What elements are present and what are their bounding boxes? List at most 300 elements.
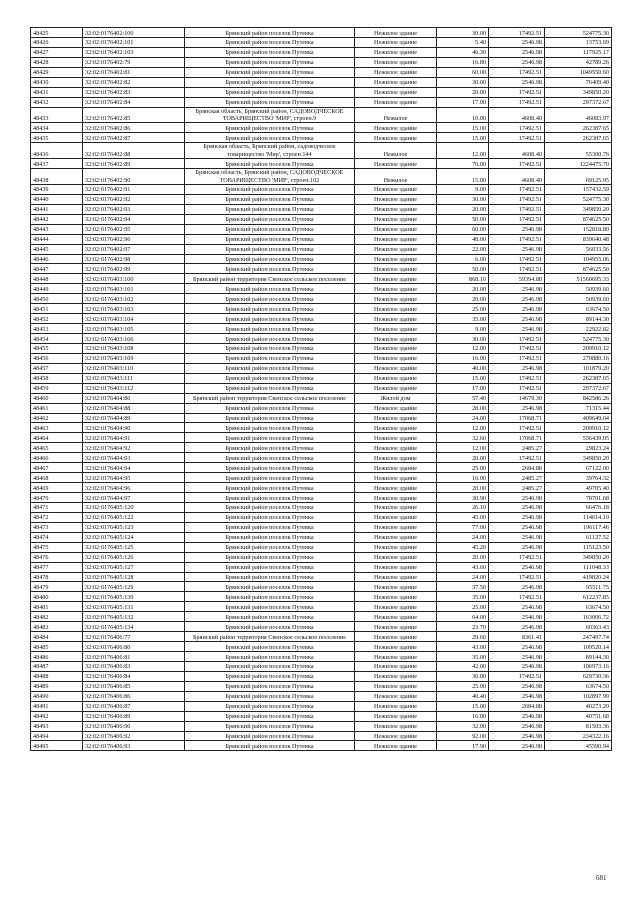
object-type-cell: Нежилое здание — [355, 681, 437, 691]
table-row — [31, 701, 612, 711]
specific-value-cell: 17492.51 — [489, 264, 545, 274]
cadastral-number-cell: 32:02:0176405:134 — [83, 622, 185, 632]
specific-value-cell: 8361.41 — [489, 632, 545, 642]
cadastral-number-cell: 32:02:0176403:106 — [83, 334, 185, 344]
cadastral-number-cell: 32:02:0176405:130 — [83, 592, 185, 602]
object-type-cell: Нежилое здание — [355, 473, 437, 483]
specific-value-cell: 17492.51 — [489, 234, 545, 244]
table-row — [31, 284, 612, 294]
area-cell: 25.00 — [437, 304, 489, 314]
cadastral-value-cell: 349850.20 — [545, 552, 612, 562]
table-row — [31, 403, 612, 413]
address-cell: Брянский район поселок Путевка — [185, 67, 355, 77]
address-cell: Брянский район поселок Путевка — [185, 622, 355, 632]
area-cell: 23.70 — [437, 622, 489, 632]
cadastral-value-cell: 78701.68 — [545, 493, 612, 503]
area-cell: 9.00 — [437, 184, 489, 194]
address-cell: Брянский район поселок Путевка — [185, 562, 355, 572]
row-number-cell: 48489 — [31, 681, 83, 691]
specific-value-cell: 2546.98 — [489, 37, 545, 47]
specific-value-cell: 17492.51 — [489, 592, 545, 602]
address-cell: Брянский район поселок Путевка — [185, 423, 355, 433]
cadastral-value-cell: 629730.36 — [545, 671, 612, 681]
address-cell: Брянский район поселок Путевка — [185, 184, 355, 194]
object-type-cell: Нежилое здание — [355, 214, 437, 224]
table-row — [31, 87, 612, 97]
table-row — [31, 423, 612, 433]
table-row — [31, 57, 612, 67]
table-row — [31, 522, 612, 532]
address-cell: Брянский район поселок Путевка — [185, 463, 355, 473]
object-type-cell: Нежилое здание — [355, 87, 437, 97]
specific-value-cell: 2546.98 — [489, 294, 545, 304]
address-cell: Брянский район поселок Путевка — [185, 353, 355, 363]
area-cell: 40.40 — [437, 691, 489, 701]
address-cell: Брянский район поселок Путевка — [185, 403, 355, 413]
area-cell: 30.00 — [437, 77, 489, 87]
row-number-cell: 48426 — [31, 37, 83, 47]
specific-value-cell: 2546.98 — [489, 642, 545, 652]
address-cell: Брянский район поселок Путевка — [185, 28, 355, 38]
area-cell: 25.00 — [437, 463, 489, 473]
address-cell: Брянский район поселок Путевка — [185, 592, 355, 602]
row-number-cell: 48450 — [31, 294, 83, 304]
address-cell: Брянский район поселок Путевка — [185, 691, 355, 701]
cadastral-value-cell: 66476.18 — [545, 502, 612, 512]
table-row — [31, 552, 612, 562]
area-cell: 50.00 — [437, 264, 489, 274]
cadastral-value-cell: 247497.74 — [545, 632, 612, 642]
cadastral-number-cell: 32:02:0176403:110 — [83, 363, 185, 373]
address-cell: Брянский район территория Свенское сельское поселение — [185, 393, 355, 403]
specific-value-cell: 59394.88 — [489, 274, 545, 284]
area-cell: 45.20 — [437, 542, 489, 552]
object-type-cell: Нежилое здание — [355, 552, 437, 562]
cadastral-number-cell: 32:02:0176403:112 — [83, 383, 185, 393]
object-type-cell: Нежилое здание — [355, 67, 437, 77]
cadastral-value-cell: 234322.16 — [545, 731, 612, 741]
area-cell: 40.00 — [437, 363, 489, 373]
object-type-cell: Нежилое — [355, 143, 437, 159]
cadastral-number-cell: 32:02:0176405:126 — [83, 552, 185, 562]
row-number-cell: 48479 — [31, 582, 83, 592]
object-type-cell: Нежилое здание — [355, 542, 437, 552]
object-type-cell: Нежилое здание — [355, 37, 437, 47]
object-type-cell: Нежилое здание — [355, 194, 437, 204]
cadastral-value-cell: 297372.67 — [545, 97, 612, 107]
table-row — [31, 214, 612, 224]
table-row — [31, 572, 612, 582]
area-cell: 20.00 — [437, 294, 489, 304]
object-type-cell: Нежилое здание — [355, 622, 437, 632]
cadastral-number-cell: 32:02:0176406:85 — [83, 681, 185, 691]
cadastral-number-cell: 32:02:0176406:90 — [83, 721, 185, 731]
specific-value-cell: 17068.71 — [489, 413, 545, 423]
cadastral-value-cell: 13753.69 — [545, 37, 612, 47]
table-row — [31, 254, 612, 264]
area-cell: 20.00 — [437, 284, 489, 294]
row-number-cell: 48495 — [31, 741, 83, 751]
address-cell: Брянский район поселок Путевка — [185, 671, 355, 681]
object-type-cell: Нежилое здание — [355, 77, 437, 87]
address-cell: Брянский район поселок Путевка — [185, 47, 355, 57]
table-row — [31, 28, 612, 38]
row-number-cell: 48454 — [31, 334, 83, 344]
row-number-cell: 48493 — [31, 721, 83, 731]
specific-value-cell: 2546.98 — [489, 731, 545, 741]
cadastral-number-cell: 32:02:0176402:94 — [83, 214, 185, 224]
row-number-cell: 48469 — [31, 483, 83, 493]
cadastral-value-cell: 63674.50 — [545, 602, 612, 612]
specific-value-cell: 17492.51 — [489, 87, 545, 97]
table-row — [31, 463, 612, 473]
row-number-cell: 48429 — [31, 67, 83, 77]
row-number-cell: 48486 — [31, 652, 83, 662]
cadastral-number-cell: 32:02:0176405:128 — [83, 572, 185, 582]
specific-value-cell: 2546.98 — [489, 612, 545, 622]
area-cell: 30.90 — [437, 493, 489, 503]
table-row — [31, 632, 612, 642]
address-cell: Брянский район поселок Путевка — [185, 383, 355, 393]
specific-value-cell: 2546.98 — [489, 363, 545, 373]
address-cell: Брянский район поселок Путевка — [185, 572, 355, 582]
table-row — [31, 383, 612, 393]
cadastral-value-cell: 874625.50 — [545, 264, 612, 274]
cadastral-value-cell: 524775.30 — [545, 194, 612, 204]
specific-value-cell: 2546.98 — [489, 77, 545, 87]
table-row — [31, 264, 612, 274]
object-type-cell: Нежилое здание — [355, 353, 437, 363]
cadastral-value-cell: 196117.46 — [545, 522, 612, 532]
specific-value-cell: 17492.51 — [489, 383, 545, 393]
area-cell: 45.00 — [437, 512, 489, 522]
address-cell: Брянский район поселок Путевка — [185, 413, 355, 423]
cadastral-value-cell: 612237.85 — [545, 592, 612, 602]
address-cell: Брянский район поселок Путевка — [185, 284, 355, 294]
address-cell: Брянский район поселок Путевка — [185, 77, 355, 87]
cadastral-number-cell: 32:02:0176402:101 — [83, 37, 185, 47]
address-cell: Брянский район поселок Путевка — [185, 532, 355, 542]
cadastral-number-cell: 32:02:0176404:93 — [83, 453, 185, 463]
row-number-cell: 48463 — [31, 423, 83, 433]
object-type-cell: Нежилое здание — [355, 204, 437, 214]
cadastral-value-cell: 71315.44 — [545, 403, 612, 413]
object-type-cell: Нежилое здание — [355, 512, 437, 522]
cadastral-value-cell: 114614.10 — [545, 512, 612, 522]
row-number-cell: 48492 — [31, 711, 83, 721]
cadastral-number-cell: 32:02:0176406:81 — [83, 652, 185, 662]
cadastral-number-cell: 32:02:0176406:77 — [83, 632, 185, 642]
specific-value-cell: 4608.40 — [489, 107, 545, 123]
row-number-cell: 48441 — [31, 204, 83, 214]
address-cell: Брянский район поселок Путевка — [185, 123, 355, 133]
area-cell: 28.00 — [437, 403, 489, 413]
row-number-cell: 48456 — [31, 353, 83, 363]
address-cell: Брянский район поселок Путевка — [185, 681, 355, 691]
specific-value-cell: 17492.51 — [489, 67, 545, 77]
specific-value-cell: 17492.51 — [489, 373, 545, 383]
cadastral-number-cell: 32:02:0176402:100 — [83, 28, 185, 38]
cadastral-value-cell: 42789.26 — [545, 57, 612, 67]
row-number-cell: 48458 — [31, 373, 83, 383]
table-row — [31, 204, 612, 214]
cadastral-value-cell: 45590.94 — [545, 741, 612, 751]
area-cell: 30.00 — [437, 28, 489, 38]
cadastral-value-cell: 69125.95 — [545, 169, 612, 185]
specific-value-cell: 2546.98 — [489, 602, 545, 612]
row-number-cell: 48433 — [31, 107, 83, 123]
specific-value-cell: 17492.51 — [489, 423, 545, 433]
table-row — [31, 143, 612, 159]
object-type-cell: Нежилое здание — [355, 701, 437, 711]
object-type-cell: Нежилое здание — [355, 671, 437, 681]
table-row — [31, 77, 612, 87]
address-cell: Брянский район поселок Путевка — [185, 443, 355, 453]
object-type-cell: Нежилое здание — [355, 423, 437, 433]
object-type-cell: Нежилое здание — [355, 244, 437, 254]
cadastral-value-table — [30, 27, 612, 751]
address-cell: Брянский район поселок Путевка — [185, 314, 355, 324]
area-cell: 20.00 — [437, 204, 489, 214]
area-cell: 24.00 — [437, 572, 489, 582]
cadastral-number-cell: 32:02:0176402:99 — [83, 264, 185, 274]
cadastral-value-cell: 279880.16 — [545, 353, 612, 363]
cadastral-value-cell: 56033.56 — [545, 244, 612, 254]
cadastral-number-cell: 32:02:0176403:102 — [83, 294, 185, 304]
cadastral-value-cell: 349850.20 — [545, 87, 612, 97]
cadastral-number-cell: 32:02:0176403:101 — [83, 284, 185, 294]
cadastral-value-cell: 163006.72 — [545, 612, 612, 622]
object-type-cell: Нежилое — [355, 169, 437, 185]
specific-value-cell: 17492.51 — [489, 671, 545, 681]
address-cell: Брянская область, Брянский район, садоводческое товарищество 'Мир', строен.144 — [185, 143, 355, 159]
specific-value-cell: 17492.51 — [489, 97, 545, 107]
row-number-cell: 48485 — [31, 642, 83, 652]
address-cell: Брянский район поселок Путевка — [185, 224, 355, 234]
cadastral-value-cell: 95511.75 — [545, 582, 612, 592]
cadastral-number-cell: 32:02:0176405:122 — [83, 512, 185, 522]
cadastral-number-cell: 32:02:0176406:83 — [83, 661, 185, 671]
specific-value-cell: 2546.98 — [489, 661, 545, 671]
address-cell: Брянский район поселок Путевка — [185, 97, 355, 107]
area-cell: 5.40 — [437, 37, 489, 47]
area-cell: 10.00 — [437, 107, 489, 123]
table-row — [31, 582, 612, 592]
address-cell: Брянский район поселок Путевка — [185, 373, 355, 383]
object-type-cell: Нежилое здание — [355, 264, 437, 274]
cadastral-value-cell: 524775.30 — [545, 334, 612, 344]
row-number-cell: 48455 — [31, 343, 83, 353]
object-type-cell: Нежилое здание — [355, 324, 437, 334]
row-number-cell: 48483 — [31, 622, 83, 632]
table-row — [31, 123, 612, 133]
address-cell: Брянский район поселок Путевка — [185, 334, 355, 344]
area-cell: 70.00 — [437, 159, 489, 169]
address-cell: Брянский район поселок Путевка — [185, 363, 355, 373]
cadastral-number-cell: 32:02:0176403:103 — [83, 304, 185, 314]
specific-value-cell: 2546.98 — [489, 681, 545, 691]
area-cell: 6.00 — [437, 254, 489, 264]
object-type-cell: Нежилое здание — [355, 47, 437, 57]
object-type-cell: Нежилое здание — [355, 224, 437, 234]
area-cell: 50.00 — [437, 214, 489, 224]
row-number-cell: 48476 — [31, 552, 83, 562]
area-cell: 24.00 — [437, 413, 489, 423]
specific-value-cell: 2546.98 — [489, 582, 545, 592]
object-type-cell: Нежилое здание — [355, 652, 437, 662]
object-type-cell: Нежилое здание — [355, 453, 437, 463]
object-type-cell: Нежилое здание — [355, 582, 437, 592]
specific-value-cell: 2546.98 — [489, 493, 545, 503]
area-cell: 17.00 — [437, 383, 489, 393]
row-number-cell: 48460 — [31, 393, 83, 403]
specific-value-cell: 17492.51 — [489, 353, 545, 363]
cadastral-value-cell: 63674.50 — [545, 304, 612, 314]
cadastral-value-cell: 419820.24 — [545, 572, 612, 582]
row-number-cell: 48425 — [31, 28, 83, 38]
specific-value-cell: 2546.98 — [489, 284, 545, 294]
object-type-cell: Нежилое здание — [355, 493, 437, 503]
specific-value-cell: 17492.51 — [489, 343, 545, 353]
object-type-cell: Нежилое здание — [355, 721, 437, 731]
cadastral-value-cell: 1224475.70 — [545, 159, 612, 169]
specific-value-cell: 17492.51 — [489, 572, 545, 582]
cadastral-number-cell: 32:02:0176402:87 — [83, 133, 185, 143]
cadastral-number-cell: 32:02:0176402:96 — [83, 234, 185, 244]
specific-value-cell: 2546.98 — [489, 57, 545, 67]
specific-value-cell: 2546.98 — [489, 622, 545, 632]
row-number-cell: 48494 — [31, 731, 83, 741]
object-type-cell: Нежилое здание — [355, 184, 437, 194]
table-row — [31, 224, 612, 234]
table-row — [31, 413, 612, 423]
cadastral-number-cell: 32:02:0176402:91 — [83, 184, 185, 194]
table-row — [31, 681, 612, 691]
cadastral-number-cell: 32:02:0176404:89 — [83, 413, 185, 423]
row-number-cell: 48459 — [31, 383, 83, 393]
table-row — [31, 343, 612, 353]
object-type-cell: Нежилое здание — [355, 602, 437, 612]
object-type-cell: Нежилое — [355, 107, 437, 123]
area-cell: 868.10 — [437, 274, 489, 284]
specific-value-cell: 2546.98 — [489, 522, 545, 532]
address-cell: Брянский район поселок Путевка — [185, 204, 355, 214]
row-number-cell: 48447 — [31, 264, 83, 274]
specific-value-cell: 17492.51 — [489, 133, 545, 143]
specific-value-cell: 2684.88 — [489, 463, 545, 473]
cadastral-value-cell: 22922.82 — [545, 324, 612, 334]
object-type-cell: Нежилое здание — [355, 433, 437, 443]
table-row — [31, 234, 612, 244]
address-cell: Брянский район поселок Путевка — [185, 294, 355, 304]
cadastral-value-cell: 842586.26 — [545, 393, 612, 403]
area-cell: 16.80 — [437, 57, 489, 67]
specific-value-cell: 2546.98 — [489, 512, 545, 522]
table-row — [31, 453, 612, 463]
table-row — [31, 433, 612, 443]
address-cell: Брянский район поселок Путевка — [185, 502, 355, 512]
object-type-cell: Нежилое здание — [355, 711, 437, 721]
cadastral-value-cell: 111048.33 — [545, 562, 612, 572]
table-row — [31, 274, 612, 284]
table-row — [31, 304, 612, 314]
address-cell: Брянский район поселок Путевка — [185, 701, 355, 711]
area-cell: 20.00 — [437, 552, 489, 562]
table-row — [31, 622, 612, 632]
cadastral-value-cell: 839640.48 — [545, 234, 612, 244]
row-number-cell: 48440 — [31, 194, 83, 204]
specific-value-cell: 17068.71 — [489, 433, 545, 443]
row-number-cell: 48490 — [31, 691, 83, 701]
cadastral-number-cell: 32:02:0176405:120 — [83, 502, 185, 512]
object-type-cell: Нежилое здание — [355, 572, 437, 582]
cadastral-number-cell: 32:02:0176404:91 — [83, 433, 185, 443]
specific-value-cell: 2546.98 — [489, 324, 545, 334]
specific-value-cell: 2485.27 — [489, 473, 545, 483]
address-cell: Брянский район поселок Путевка — [185, 483, 355, 493]
specific-value-cell: 2546.98 — [489, 224, 545, 234]
row-number-cell: 48449 — [31, 284, 83, 294]
address-cell: Брянский район поселок Путевка — [185, 234, 355, 244]
address-cell: Брянский район поселок Путевка — [185, 552, 355, 562]
area-cell: 12.00 — [437, 143, 489, 159]
specific-value-cell: 2546.98 — [489, 741, 545, 751]
specific-value-cell: 2546.98 — [489, 691, 545, 701]
table-row — [31, 393, 612, 403]
cadastral-value-cell: 524775.30 — [545, 28, 612, 38]
address-cell: Брянский район поселок Путевка — [185, 711, 355, 721]
area-cell: 43.00 — [437, 642, 489, 652]
area-cell: 32.00 — [437, 721, 489, 731]
object-type-cell: Нежилое здание — [355, 403, 437, 413]
cadastral-number-cell: 32:02:0176405:129 — [83, 582, 185, 592]
cadastral-number-cell: 32:02:0176402:86 — [83, 123, 185, 133]
address-cell: Брянский район поселок Путевка — [185, 542, 355, 552]
cadastral-value-cell: 29823.24 — [545, 443, 612, 453]
object-type-cell: Нежилое здание — [355, 363, 437, 373]
area-cell: 20.00 — [437, 483, 489, 493]
object-type-cell: Нежилое здание — [355, 383, 437, 393]
specific-value-cell: 2546.98 — [489, 711, 545, 721]
row-number-cell: 48481 — [31, 602, 83, 612]
object-type-cell: Нежилое здание — [355, 28, 437, 38]
cadastral-number-cell: 32:02:0176404:97 — [83, 493, 185, 503]
table-row — [31, 502, 612, 512]
row-number-cell: 48462 — [31, 413, 83, 423]
row-number-cell: 48475 — [31, 542, 83, 552]
row-number-cell: 48472 — [31, 512, 83, 522]
row-number-cell: 48457 — [31, 363, 83, 373]
address-cell: Брянский район поселок Путевка — [185, 37, 355, 47]
table-row — [31, 642, 612, 652]
area-cell: 9.00 — [437, 324, 489, 334]
cadastral-number-cell: 32:02:0176402:81 — [83, 67, 185, 77]
row-number-cell: 48470 — [31, 493, 83, 503]
specific-value-cell: 2546.98 — [489, 304, 545, 314]
cadastral-number-cell: 32:02:0176404:86 — [83, 393, 185, 403]
specific-value-cell: 17492.51 — [489, 194, 545, 204]
cadastral-value-cell: 50939.60 — [545, 294, 612, 304]
cadastral-number-cell: 32:02:0176402:90 — [83, 169, 185, 185]
address-cell: Брянский район территория Свенское сельское поселение — [185, 632, 355, 642]
row-number-cell: 48478 — [31, 572, 83, 582]
row-number-cell: 48467 — [31, 463, 83, 473]
specific-value-cell: 2546.98 — [489, 721, 545, 731]
area-cell: 20.00 — [437, 87, 489, 97]
area-cell: 15.00 — [437, 373, 489, 383]
table-row — [31, 97, 612, 107]
row-number-cell: 48466 — [31, 453, 83, 463]
